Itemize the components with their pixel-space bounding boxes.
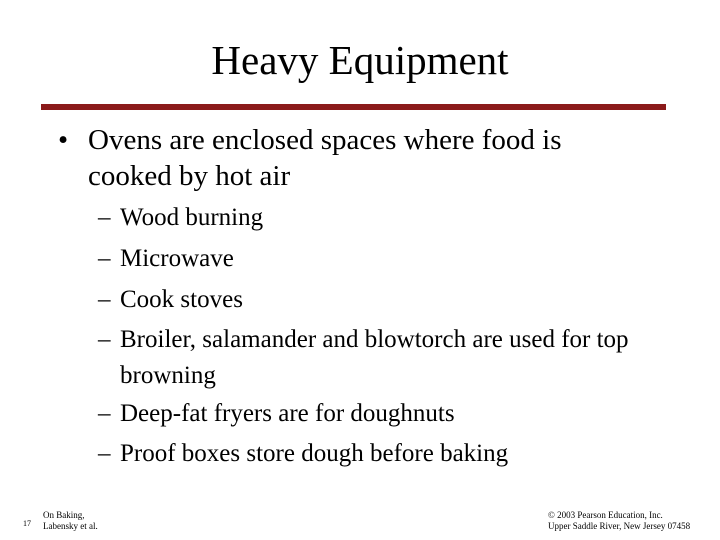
sub-bullet-text: Microwave (120, 245, 234, 272)
sub-bullet-text: Cook stoves (120, 286, 243, 313)
page-number: 17 (23, 519, 31, 528)
dash-marker: – (98, 440, 111, 467)
sub-bullet-text: Deep-fat fryers are for doughnuts (120, 400, 455, 427)
sub-bullet-text: Broiler, salamander and blowtorch are used for top browning (120, 326, 629, 389)
title-divider (41, 104, 666, 110)
footer-copyright-line2: Upper Saddle River, New Jersey 07458 (548, 521, 691, 531)
footer-copyright (548, 510, 690, 532)
main-bullet-text: Ovens are enclosed spaces where food is cooked by hot air (88, 124, 562, 192)
dash-marker: – (98, 286, 111, 313)
footer-source (43, 510, 98, 532)
dash-marker: – (98, 400, 111, 427)
dash-marker: – (98, 326, 111, 353)
dash-marker: – (98, 245, 111, 272)
sub-bullet-text: Wood burning (120, 204, 264, 231)
footer-source-line2: Labensky et al. (43, 521, 98, 531)
dash-marker: – (98, 204, 111, 231)
footer-copyright-line1: © 2003 Pearson Education, Inc. (548, 510, 663, 520)
bullet-marker: • (58, 124, 69, 156)
footer-source-line1: On Baking, (43, 510, 85, 520)
sub-bullet-text: Proof boxes store dough before baking (120, 440, 509, 467)
slide-title: Heavy Equipment (211, 37, 509, 83)
